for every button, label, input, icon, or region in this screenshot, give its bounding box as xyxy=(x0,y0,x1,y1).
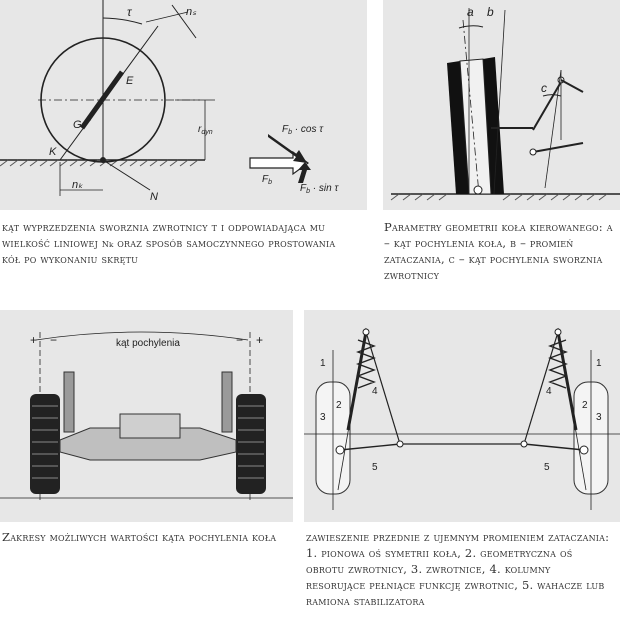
fb-sin-label: $F_b \cdot \sin \tau$ xyxy=(300,183,339,195)
contact-point xyxy=(474,186,482,194)
strut-right xyxy=(222,372,232,432)
strut-right xyxy=(558,332,576,430)
strut-left xyxy=(64,372,74,432)
k-label: K xyxy=(49,146,57,158)
figure-camber-range xyxy=(0,310,293,522)
fb-cos-label: $F_b \cdot \cos \tau$ xyxy=(282,124,323,136)
label-2-right: 2 xyxy=(582,400,588,411)
caption-fig2: Parametry geometrii koła kierowanego: a – kąt pochylenia koła, b – promień zataczania, c – kąt pochylenia sworznia zwrotnicy xyxy=(384,220,613,282)
plus-right: + xyxy=(256,333,264,347)
nk-label: nₖ xyxy=(72,179,83,191)
tyre-left xyxy=(30,394,60,494)
camber-diagram xyxy=(0,310,293,522)
normal-line xyxy=(103,160,150,190)
label-c: c xyxy=(541,81,547,95)
label-2-left: 2 xyxy=(336,400,342,411)
plus-left: + xyxy=(30,333,38,347)
label-1-left: 1 xyxy=(320,358,326,369)
camber-label: kąt pochylenia xyxy=(116,338,180,349)
label-5-right: 5 xyxy=(544,462,550,473)
n-label: N xyxy=(150,191,158,203)
strut-left xyxy=(348,332,366,430)
label-b: b xyxy=(487,5,494,19)
label-3-left: 3 xyxy=(320,412,326,423)
label-1-right: 1 xyxy=(596,358,602,369)
figure-kingpin-caster xyxy=(0,0,367,210)
caption-fig3: Zakresy możliwych wartości kąta pochylenia koła xyxy=(2,530,277,544)
caster-diagram xyxy=(0,0,367,210)
label-4-right: 4 xyxy=(546,386,552,397)
caption-fig1: kąt wyprzedzenia sworznia zwrotnicy τ i odpowiadająca mu wielkość liniowej nₖ oraz sposób samoczynnego prostowania kół po wykonaniu skrętu xyxy=(2,220,336,266)
ns-dim xyxy=(146,12,188,22)
tyre-right xyxy=(236,394,266,494)
tau-arc xyxy=(103,18,142,24)
ns-label: nₛ xyxy=(186,6,197,18)
label-a: a xyxy=(467,5,474,19)
minus-left: − xyxy=(50,333,58,347)
label-4-left: 4 xyxy=(372,386,378,397)
label-3-right: 3 xyxy=(596,412,602,423)
minus-right: − xyxy=(236,333,244,347)
fb-label: $F_b$ xyxy=(262,174,273,186)
strut xyxy=(533,82,561,130)
label-5-left: 5 xyxy=(372,462,378,473)
e-label: E xyxy=(126,75,134,87)
tau-label: τ xyxy=(127,5,132,19)
suspension-diagram xyxy=(304,310,620,522)
figure-wheel-geometry xyxy=(383,0,620,210)
figure-front-suspension xyxy=(304,310,620,522)
caption-fig4: zawieszenie przednie z ujemnym promieniem zataczania: 1. pionowa oś symetrii koła, 2. geometryczna oś obrotu zwrotnicy, 3. zwrotnice, 4. kolumny resorujące pełniące funkcję zwrotnic, 5. wahacze lub ramiona stabilizatora xyxy=(306,530,610,608)
rdyn-label: $r_{dyn}$ xyxy=(198,124,213,136)
g-label: G xyxy=(73,119,82,131)
geometry-diagram xyxy=(383,0,620,210)
